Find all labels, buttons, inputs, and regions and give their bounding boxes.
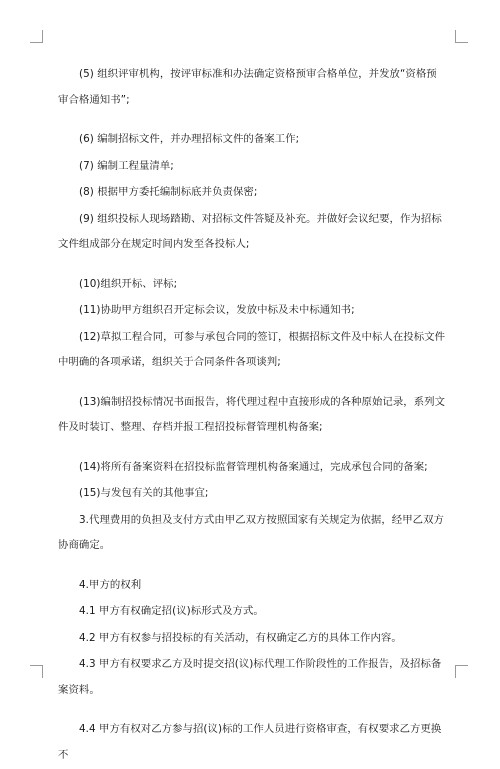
paragraph-4-4: 4.4 甲方有权对乙方参与招(议)标的工作人员进行资格审查，有权要求乙方更换不 bbox=[58, 723, 442, 761]
crop-mark-top-left bbox=[30, 30, 43, 43]
paragraph-item-11: (11)协助甲方组织召开定标会议，发放中标及未中标通知书; bbox=[79, 304, 355, 316]
paragraph-item-9: (9) 组织投标人现场踏勘、对招标文件答疑及补充。并做好会议纪要，作为招标文件组成部分在规定时间内发至各投标人; bbox=[58, 212, 442, 250]
crop-mark-bottom-right bbox=[455, 665, 468, 678]
paragraph-item-5: (5) 组织评审机构，按评审标准和办法确定资格预审合格单位，并发放“资格预审合格通知书”; bbox=[58, 68, 437, 106]
paragraph-item-10: (10)组织开标、评标; bbox=[79, 277, 178, 290]
paragraph-4-3: 4.3 甲方有权要求乙方及时提交招(议)标代理工作阶段性的工作报告，及招标备案资料。 bbox=[58, 658, 442, 696]
heading-section-4: 4.甲方的权利 bbox=[79, 578, 142, 591]
paragraph-item-7: (7) 编制工程量清单; bbox=[79, 159, 174, 172]
paragraph-item-12: (12)草拟工程合同，可参与承包合同的签订，根据招标文件及中标人在投标文件中明确的各项承诺，组织关于合同条件各项谈判; bbox=[58, 330, 446, 368]
paragraph-item-8: (8) 根据甲方委托编制标底并负责保密; bbox=[79, 186, 258, 198]
crop-mark-top-right bbox=[455, 30, 468, 43]
document-body bbox=[58, 62, 446, 769]
paragraph-item-6: (6) 编制招标文件，并办理招标文件的备案工作; bbox=[79, 133, 300, 145]
paragraph-section-3: 3.代理费用的负担及支付方式由甲乙双方按照国家有关规定为依据，经甲乙双方协商确定。 bbox=[58, 513, 444, 551]
crop-mark-bottom-left bbox=[30, 665, 43, 678]
paragraph-item-15: (15)与发包有关的其他事宜; bbox=[79, 487, 209, 499]
paragraph-item-13: (13)编制招投标情况书面报告，将代理过程中直接形成的各种原始记录，系列文件及时装订、整理、存档并报工程招投标督管理机构备案; bbox=[58, 395, 446, 433]
paragraph-item-14: (14)将所有备案资料在招投标监督管理机构备案通过，完成承包合同的备案; bbox=[79, 460, 428, 473]
paragraph-4-1: 4.1 甲方有权确定招(议)标形式及方式。 bbox=[79, 605, 264, 617]
paragraph-4-2: 4.2 甲方有权参与招投标的有关活动，有权确定乙方的具体工作内容。 bbox=[79, 631, 402, 644]
